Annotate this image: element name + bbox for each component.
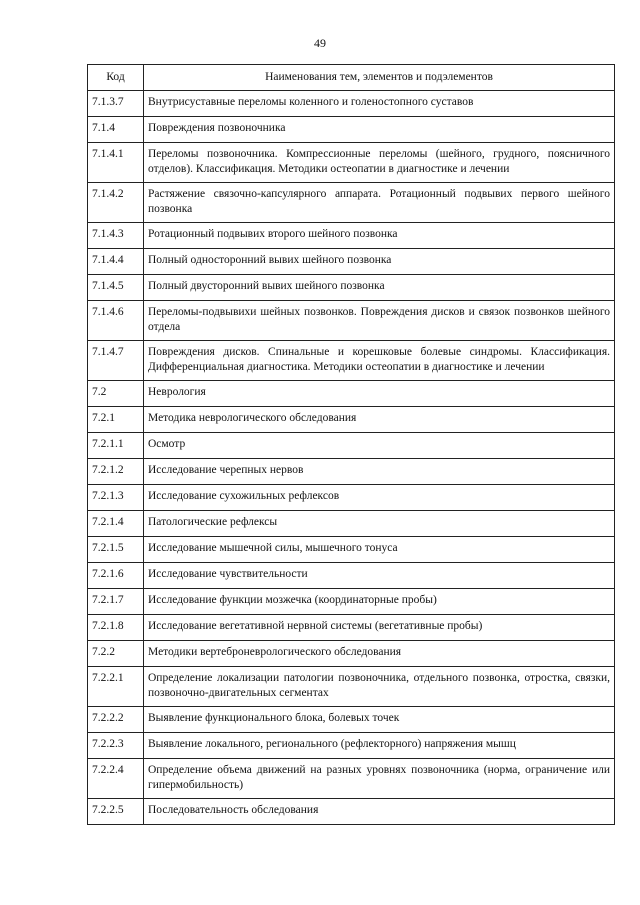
table-row <box>88 615 615 641</box>
table-row <box>88 589 615 615</box>
table-row <box>88 707 615 733</box>
row-name: Осмотр <box>144 433 615 459</box>
table-header-row <box>88 65 615 91</box>
header-code: Код <box>88 65 144 91</box>
row-name: Выявление функционального блока, болевых точек <box>144 707 615 733</box>
table-row <box>88 485 615 511</box>
row-code: 7.2.2.2 <box>88 707 144 733</box>
row-name: Исследование сухожильных рефлексов <box>144 485 615 511</box>
table-row <box>88 301 615 341</box>
row-name: Растяжение связочно-капсулярного аппарата. Ротационный подвывих первого шейного позвонка <box>144 183 615 223</box>
row-code: 7.2.2 <box>88 641 144 667</box>
row-name: Исследование мышечной силы, мышечного тонуса <box>144 537 615 563</box>
table-row <box>88 249 615 275</box>
row-code: 7.2.2.5 <box>88 799 144 825</box>
row-name: Переломы-подвывихи шейных позвонков. Повреждения дисков и связок позвонков шейного отдела <box>144 301 615 341</box>
table-row <box>88 759 615 799</box>
table-row <box>88 117 615 143</box>
table-row <box>88 799 615 825</box>
row-name: Внутрисуставные переломы коленного и голеностопного суставов <box>144 91 615 117</box>
row-code: 7.2.1.1 <box>88 433 144 459</box>
header-name: Наименования тем, элементов и подэлементов <box>144 65 615 91</box>
row-code: 7.2.1.7 <box>88 589 144 615</box>
table-row <box>88 459 615 485</box>
page-number: 49 <box>314 36 326 50</box>
table-row <box>88 223 615 249</box>
row-code: 7.1.4.5 <box>88 275 144 301</box>
row-code: 7.1.4.6 <box>88 301 144 341</box>
row-name: Выявление локального, регионального (рефлекторного) напряжения мышц <box>144 733 615 759</box>
table-row <box>88 433 615 459</box>
row-name: Определение объема движений на разных уровнях позвоночника (норма, ограничение или гипермобильность) <box>144 759 615 799</box>
row-name: Последовательность обследования <box>144 799 615 825</box>
row-name: Ротационный подвывих второго шейного позвонка <box>144 223 615 249</box>
row-name: Полный двусторонний вывих шейного позвонка <box>144 275 615 301</box>
row-name: Переломы позвоночника. Компрессионные переломы (шейного, грудного, поясничного отделов). Классификация. Методики остеопатии в диагностике и лечении <box>144 143 615 183</box>
row-name: Исследование функции мозжечка (координаторные пробы) <box>144 589 615 615</box>
row-name: Исследование черепных нервов <box>144 459 615 485</box>
row-name: Исследование вегетативной нервной системы (вегетативные пробы) <box>144 615 615 641</box>
row-code: 7.1.3.7 <box>88 91 144 117</box>
table-row <box>88 537 615 563</box>
row-name: Исследование чувствительности <box>144 563 615 589</box>
table-row <box>88 275 615 301</box>
row-code: 7.2.1.6 <box>88 563 144 589</box>
table-row <box>88 563 615 589</box>
row-code: 7.2.2.4 <box>88 759 144 799</box>
row-name: Патологические рефлексы <box>144 511 615 537</box>
table-row <box>88 381 615 407</box>
row-code: 7.2 <box>88 381 144 407</box>
curriculum-table <box>87 64 615 825</box>
row-code: 7.1.4 <box>88 117 144 143</box>
table-row <box>88 641 615 667</box>
table-row <box>88 341 615 381</box>
row-code: 7.2.1.3 <box>88 485 144 511</box>
row-code: 7.1.4.3 <box>88 223 144 249</box>
row-code: 7.1.4.7 <box>88 341 144 381</box>
table-row <box>88 143 615 183</box>
row-code: 7.1.4.4 <box>88 249 144 275</box>
row-name: Полный односторонний вывих шейного позвонка <box>144 249 615 275</box>
row-name: Методика неврологического обследования <box>144 407 615 433</box>
row-name: Повреждения позвоночника <box>144 117 615 143</box>
row-code: 7.2.1 <box>88 407 144 433</box>
row-name: Повреждения дисков. Спинальные и корешковые болевые синдромы. Классификация. Дифференциальная диагностика. Методики остеопатии в диагностике и лечении <box>144 341 615 381</box>
row-code: 7.1.4.1 <box>88 143 144 183</box>
row-code: 7.2.1.8 <box>88 615 144 641</box>
row-name: Определение локализации патологии позвоночника, отдельного позвонка, отростка, связки, позвоночно-двигательных сегментах <box>144 667 615 707</box>
row-code: 7.2.2.1 <box>88 667 144 707</box>
row-code: 7.2.2.3 <box>88 733 144 759</box>
row-code: 7.2.1.5 <box>88 537 144 563</box>
table-row <box>88 91 615 117</box>
row-name: Неврология <box>144 381 615 407</box>
table-row <box>88 667 615 707</box>
table-row <box>88 183 615 223</box>
row-name: Методики вертеброневрологического обследования <box>144 641 615 667</box>
table-row <box>88 407 615 433</box>
table-body <box>88 91 615 825</box>
row-code: 7.1.4.2 <box>88 183 144 223</box>
row-code: 7.2.1.4 <box>88 511 144 537</box>
table-row <box>88 511 615 537</box>
table-row <box>88 733 615 759</box>
row-code: 7.2.1.2 <box>88 459 144 485</box>
